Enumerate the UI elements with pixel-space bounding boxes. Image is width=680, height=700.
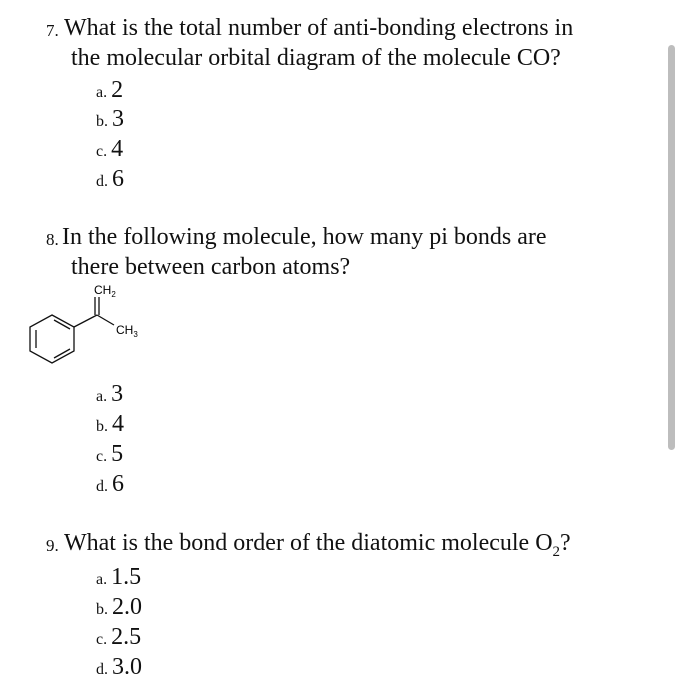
option-d[interactable]: d. 6 <box>96 166 124 192</box>
option-b[interactable]: b. 2.0 <box>96 594 142 620</box>
benzene-ring <box>30 315 74 363</box>
question-text-line-2: the molecular orbital diagram of the molecule CO? <box>71 45 561 71</box>
question-text-line-1: In the following molecule, how many pi bonds are <box>62 224 547 250</box>
scrollbar[interactable] <box>668 45 675 450</box>
option-a[interactable]: a. 2 <box>96 77 124 103</box>
question-number: 8. <box>46 230 59 249</box>
option-b[interactable]: b. 4 <box>96 411 124 437</box>
molecule-structure <box>24 278 164 373</box>
question-text-line-2: there between carbon atoms? <box>71 254 351 280</box>
option-a[interactable]: a. 1.5 <box>96 564 142 590</box>
option-b[interactable]: b. 3 <box>96 106 124 132</box>
option-c[interactable]: c. 5 <box>96 441 124 467</box>
option-d[interactable]: d. 3.0 <box>96 654 142 680</box>
option-d[interactable]: d. 6 <box>96 471 124 497</box>
ch3-label: $CH_3$ <box>116 323 138 339</box>
ch2-label: $CH_2$ <box>94 283 116 299</box>
question-number: 7. <box>46 21 59 40</box>
alkene-chain <box>74 297 114 327</box>
question-text-line-1: What is the bond order of the diatomic molecule $O_2$? <box>64 530 571 560</box>
question-text-line-1: What is the total number of anti-bonding electrons in <box>64 15 574 41</box>
option-a[interactable]: a. 3 <box>96 381 124 407</box>
option-c[interactable]: c. 2.5 <box>96 624 142 650</box>
question-number: 9. <box>46 536 59 555</box>
option-c[interactable]: c. 4 <box>96 136 124 162</box>
